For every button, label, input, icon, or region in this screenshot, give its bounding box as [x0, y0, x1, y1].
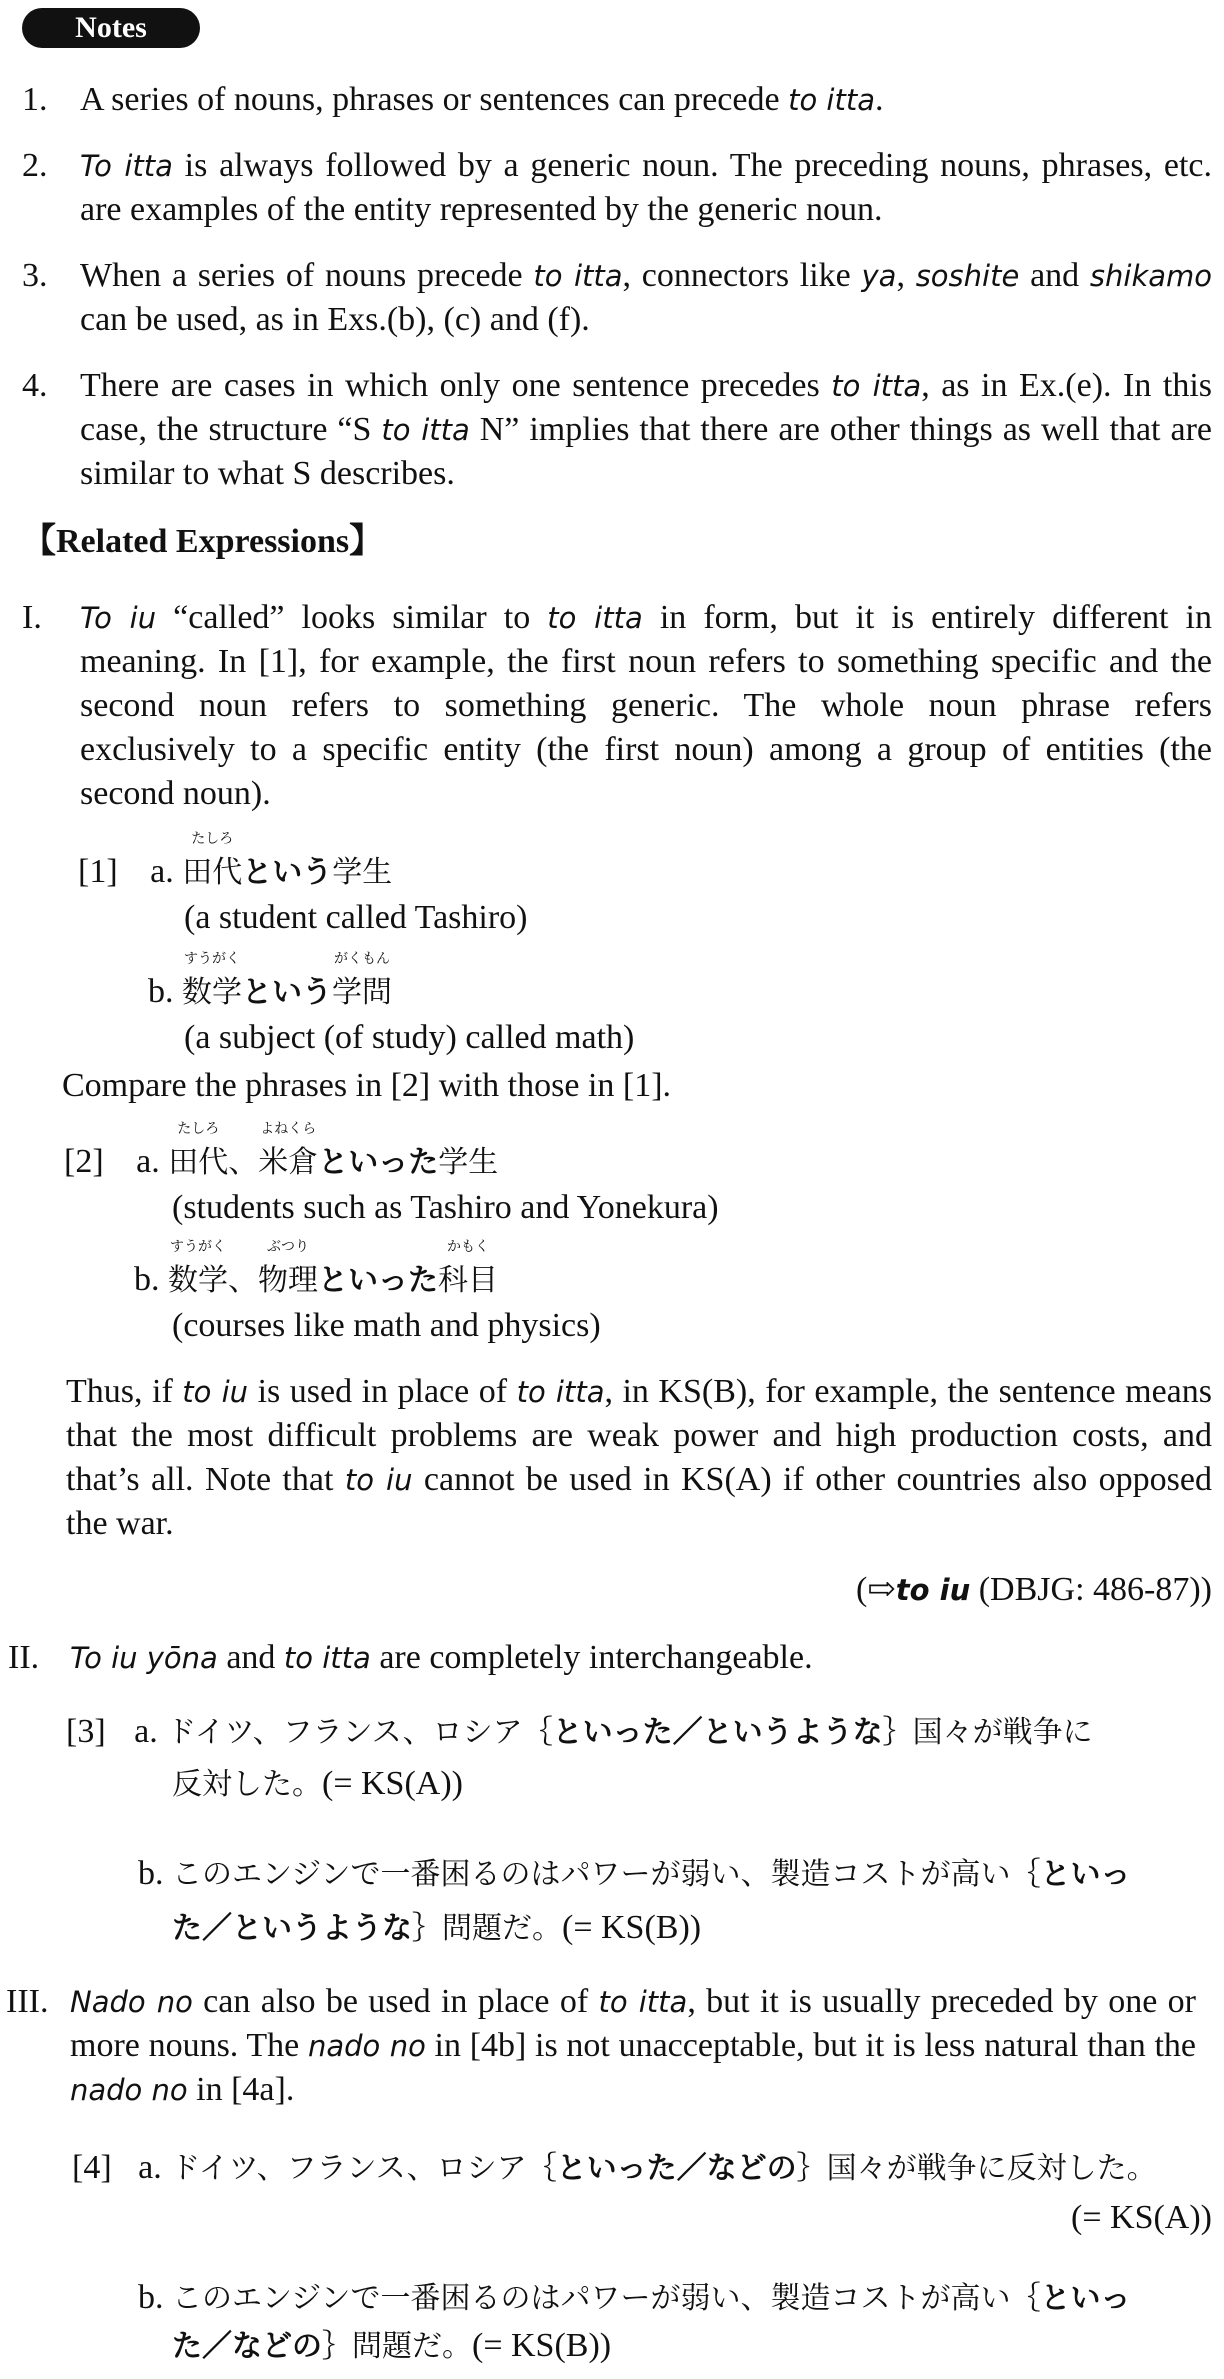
note-item — [22, 364, 1212, 496]
note-item — [22, 144, 1212, 232]
compare-text: Compare the phrases in [2] with those in [1]. — [62, 1067, 672, 1104]
notes-list — [22, 78, 1212, 518]
example-2a-translation: (students such as Tashiro and Yonekura) — [172, 1189, 719, 1226]
thus-paragraph: Thus, if to iu is used in place of to itta, in KS(B), for example, the sentence means that the most difficult problems are weak power and high production costs, and that’s all. Note that to iu cannot be used in KS(A) if other countries also opposed the war. — [66, 1373, 1212, 1542]
ruby-word: よねくら 米倉 — [258, 1121, 319, 1180]
roman-number: II. — [8, 1639, 40, 1676]
example-1a-translation: (a student called Tashiro) — [184, 899, 528, 936]
ruby-word: がくもん 学問 — [332, 951, 392, 1010]
note-term: to itta — [533, 259, 623, 293]
sub-label: a. — [136, 1143, 160, 1180]
example-1a: [1] a. たしろ 田代という学生 — [78, 850, 392, 895]
note-term: soshite — [915, 259, 1020, 293]
notes-badge: Notes — [22, 8, 200, 48]
term: To iu — [80, 601, 157, 635]
note-number: 4. — [22, 367, 48, 404]
example-3a-line2: 反対した。(= KS(A)) — [172, 1765, 463, 1802]
note-term: To itta — [80, 149, 173, 183]
related-text — [22, 596, 1212, 816]
example-4b-line2: た／などの｝問題だ。(= KS(B)) — [172, 2327, 612, 2364]
related-item-3 — [6, 1980, 1196, 2112]
note-text: . — [874, 81, 884, 118]
sub-label: b. — [138, 2279, 164, 2316]
related-item-2 — [8, 1636, 1198, 1680]
note-text: , connectors like — [622, 257, 862, 294]
example-label: [1] — [78, 853, 118, 890]
ruby-word: たしろ 田代 — [182, 831, 243, 890]
ruby-word: すうがく 数学 — [168, 1239, 228, 1298]
note-text: and — [1019, 257, 1090, 294]
sub-label: a. — [138, 2149, 162, 2186]
roman-number: I. — [22, 599, 42, 636]
note-text: is always followed by a generic noun. The preceding nouns, phrases, etc. are examples of the entity represented by the generic noun. — [80, 147, 1212, 228]
text: in form, but it is entirely different in meaning. In [1], for example, the first noun refers to something specific and the second noun refers to something generic. The whole noun phrase refers exclusively to a specific entity (the first noun) among a group of entities (the second noun). — [80, 599, 1213, 812]
example-4b: b. このエンジンで一番困るのはパワーが弱い、製造コストが高い｛といっ — [138, 2279, 1131, 2316]
example-label: [3] — [66, 1713, 106, 1750]
note-text: There are cases in which only one sentence precedes — [80, 367, 832, 404]
related-expressions-heading: 【Related Expressions】 — [22, 523, 384, 560]
example-2b: b. すうがく 数学、 ぶつり 物理といった かもく 科目 — [134, 1258, 498, 1303]
example-3b-line2: た／というような｝問題だ。(= KS(B)) — [172, 1909, 702, 1946]
term: to itta — [547, 601, 643, 635]
example-label: [4] — [72, 2149, 112, 2186]
example-1b-translation: (a subject (of study) called math) — [184, 1019, 635, 1056]
note-term: ya — [861, 259, 897, 293]
example-2b-translation: (courses like math and physics) — [172, 1307, 601, 1344]
note-term: shikamo — [1089, 259, 1213, 293]
example-3b: b. このエンジンで一番困るのはパワーが弱い、製造コストが高い｛といっ — [138, 1855, 1131, 1892]
example-1b: b. すうがく 数学という がくもん 学問 — [148, 970, 392, 1015]
sub-label: b. — [138, 1855, 164, 1892]
sub-label: b. — [134, 1261, 160, 1298]
sub-label: a. — [134, 1713, 158, 1750]
sub-label: b. — [148, 973, 174, 1010]
note-number: 1. — [22, 81, 48, 118]
related-item-1 — [22, 596, 1212, 816]
note-text: When a series of nouns precede — [80, 257, 534, 294]
note-text: A series of nouns, phrases or sentences can precede — [80, 81, 789, 118]
ruby-word: すうがく 数学 — [182, 951, 242, 1010]
cross-reference: (⇨to iu (DBJG: 486-87)) — [855, 1571, 1212, 1608]
note-text: can be used, as in Exs.(b), (c) and (f). — [80, 301, 590, 338]
note-text: , as in Ex.(e). In this case, the structure “S — [80, 367, 1213, 448]
ruby-word: かもく 科目 — [438, 1239, 498, 1298]
ruby-word: ぶつり 物理 — [258, 1239, 318, 1298]
note-term: to itta — [831, 369, 922, 403]
note-item — [22, 78, 1212, 122]
related-text: To iu yōna and to itta are completely interchangeable. — [70, 1639, 813, 1676]
note-term: to itta — [788, 83, 875, 117]
example-2a: [2] a. たしろ 田代、 よねくら 米倉といった学生 — [64, 1140, 498, 1185]
note-term: to itta — [381, 413, 470, 447]
ruby-word: たしろ 田代 — [168, 1121, 229, 1180]
note-number: 2. — [22, 147, 48, 184]
note-text: , — [896, 257, 916, 294]
note-item — [22, 254, 1212, 342]
example-4a-ks: (= KS(A)) — [1071, 2199, 1212, 2236]
sub-label: a. — [150, 853, 174, 890]
roman-number: III. — [6, 1983, 49, 2020]
text: “called” looks similar to — [156, 599, 548, 636]
related-text: Nado no can also be used in place of to itta, but it is usually preceded by one or more nouns. The nado no in [4b] is not unacceptable, but it is less natural than the nado no in [4a]. — [70, 1983, 1196, 2108]
note-text: N” implies that there are other things as well that are similar to what S describes. — [80, 411, 1212, 492]
example-label: [2] — [64, 1143, 104, 1180]
example-4a: [4] a. ドイツ、フランス、ロシア｛といった／などの｝国々が戦争に反対した。 — [72, 2149, 1157, 2186]
example-3a: [3] a. ドイツ、フランス、ロシア｛といった／というような｝国々が戦争に — [66, 1713, 1093, 1750]
note-number: 3. — [22, 257, 48, 294]
